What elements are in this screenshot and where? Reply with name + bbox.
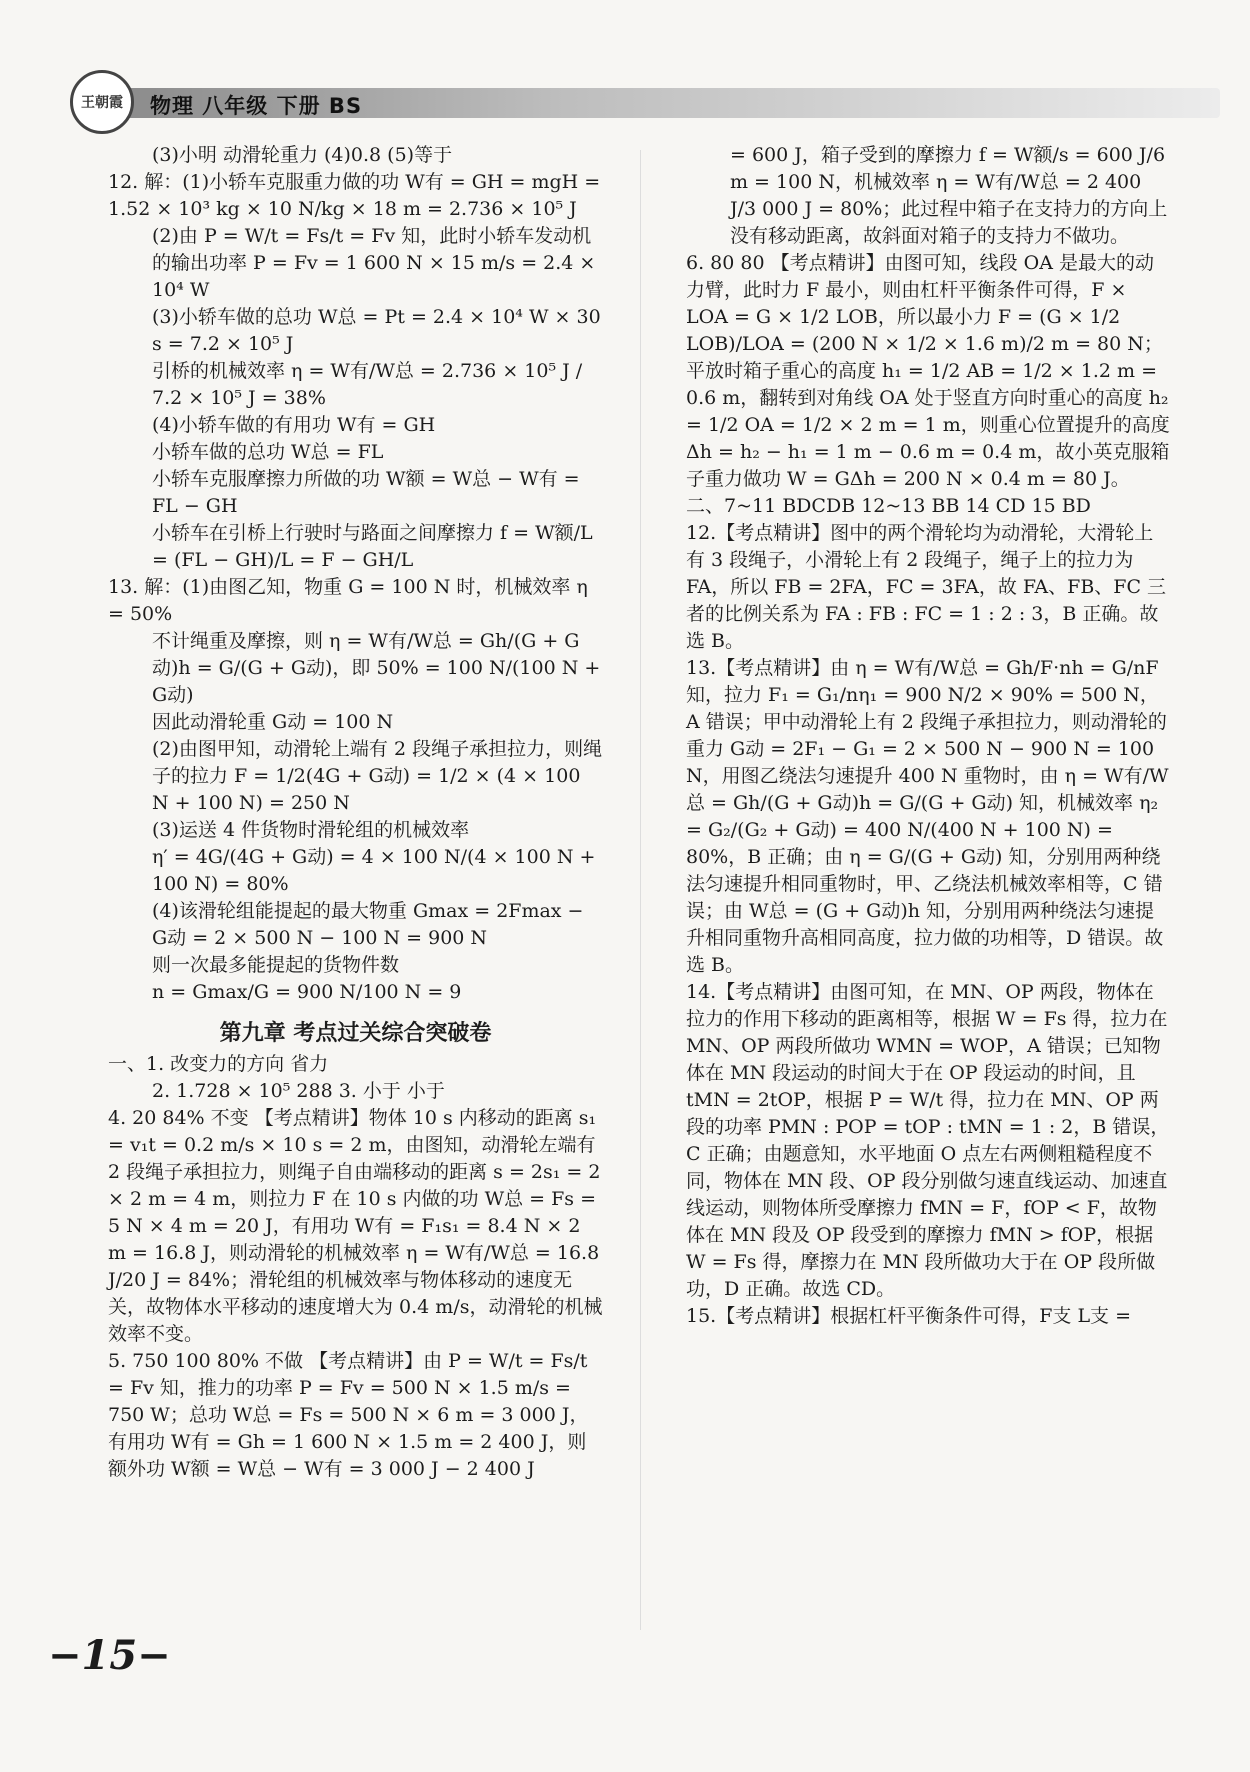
answer-line: 不计绳重及摩擦，则 η = W有/W总 = Gh/(G + G动)h = G/(G + G动)，即 50% = 100 N/(100 N + G动) (152, 630, 601, 706)
answer-line: 小轿车在引桥上行驶时与路面之间摩擦力 f = W额/L = (FL − GH)/L = F − GH/L (152, 522, 593, 571)
answer-line: 12.【考点精讲】图中的两个滑轮均为动滑轮，大滑轮上有 3 段绳子，小滑轮上有 2 段绳子，绳子上的拉力为 FA，所以 FB = 2FA，FC = 3FA，故 FA、FB、FC 三者的比例关系为 FA : FB : FC = 1 : 2 : 3，B 正确。故选 B。 (686, 522, 1167, 652)
answer-line: 二、7~11 BDCDB 12~13 BB 14 CD 15 BD (686, 495, 1091, 517)
answer-line: = 600 J，箱子受到的摩擦力 f = W额/s = 600 J/6 m = 100 N，机械效率 η = W有/W总 = 2 400 J/3 000 J = 80%；此过程中箱子在支持力的方向上没有移动距离，故斜面对箱子的支持力不做功。 (730, 144, 1168, 247)
answer-line: 13.【考点精讲】由 η = W有/W总 = Gh/F·nh = G/nF 知，拉力 F₁ = G₁/nη₁ = 900 N/2 × 90% = 500 N，A 错误；甲中动滑轮上有 2 段绳子承担拉力，则动滑轮的重力 G动 = 2F₁ − G₁ = 2 × 500 N − 900 N = 100 N，用图乙绕法匀速提升 400 N 重物时，由 η = W有/W总 = Gh/(G + G动)h = G/(G + G动) 知，机械效率 η₂ = G₂/(G₂ + G动) = 400 N/(400 N + 100 N) = 80%，B 正确；由 η = G/(G + G动) 知，分别用两种绕法匀速提升相同重物时，甲、乙绕法机械效率相等，C 错误；由 W总 = (G + G动)h 知，分别用两种绕法匀速提升相同重物升高相同高度，拉力做的功相等，D 错误。故选 B。 (686, 657, 1169, 976)
book-title: 物理 八年级 下册 BS (150, 94, 363, 118)
page-header (70, 70, 1220, 132)
answer-line: 一、1. 改变力的方向 省力 (108, 1053, 329, 1075)
answer-line: 则一次最多能提起的货物件数 (152, 954, 400, 976)
answer-line: (2)由图甲知，动滑轮上端有 2 段绳子承担拉力，则绳子的拉力 F = 1/2(4G + G动) = 1/2 × (4 × 100 N + 100 N) = 250 N (152, 738, 603, 814)
brand-logo (70, 70, 134, 134)
answer-line: (3)运送 4 件货物时滑轮组的机械效率 (152, 819, 470, 841)
answer-line: 小轿车做的总功 W总 = FL (152, 441, 384, 463)
column-divider (640, 150, 641, 1630)
answer-line: 小轿车克服摩擦力所做的功 W额 = W总 − W有 = FL − GH (152, 468, 580, 517)
page-number: −15− (48, 1632, 171, 1679)
answer-line: (4)小轿车做的有用功 W有 = GH (152, 414, 436, 436)
answer-line: 因此动滑轮重 G动 = 100 N (152, 711, 394, 733)
answer-line: (3)小明 动滑轮重力 (4)0.8 (5)等于 (152, 144, 453, 166)
right-column (686, 142, 1171, 1330)
answer-line: 2. 1.728 × 10⁵ 288 3. 小于 小于 (152, 1080, 445, 1102)
left-column (108, 142, 603, 1483)
answer-line: 14.【考点精讲】由图可知，在 MN、OP 两段，物体在拉力的作用下移动的距离相等，根据 W = Fs 得，拉力在 MN、OP 两段所做功 WMN = WOP，A 错误；已知物体在 MN 段运动的时间大于在 OP 段运动的时间，且 tMN = 2tOP，根据 P = W/t 得，拉力在 MN、OP 两段的功率 PMN : POP = tOP : tMN = 1 : 2，B 错误，C 正确；由题意知，水平地面 O 点左右两侧粗糙程度不同，物体在 MN 段、OP 段分别做匀速直线运动、加速直线运动，则物体所受摩擦力 fMN = F，fOP < F，故物体在 MN 段及 OP 段受到的摩擦力 fMN > fOP，根据 W = Fs 得，摩擦力在 MN 段所做功大于在 OP 段所做功，D 正确。故选 CD。 (686, 981, 1170, 1300)
answer-line: 15.【考点精讲】根据杠杆平衡条件可得，F支 L支 = (686, 1305, 1132, 1327)
answer-line: 13. 解：(1)由图乙知，物重 G = 100 N 时，机械效率 η = 50% (108, 576, 588, 625)
answer-line: 引桥的机械效率 η = W有/W总 = 2.736 × 10⁵ J / 7.2 × 10⁵ J = 38% (152, 360, 583, 409)
answer-line: 12. 解：(1)小轿车克服重力做的功 W有 = GH = mgH = 1.52 × 10³ kg × 10 N/kg × 18 m = 2.736 × 10⁵ J (108, 171, 601, 220)
answer-line: (3)小轿车做的总功 W总 = Pt = 2.4 × 10⁴ W × 30 s = 7.2 × 10⁵ J (152, 306, 601, 355)
answer-line: η′ = 4G/(4G + G动) = 4 × 100 N/(4 × 100 N + 100 N) = 80% (152, 846, 596, 895)
answer-line: 5. 750 100 80% 不做 【考点精讲】由 P = W/t = Fs/t = Fv 知，推力的功率 P = Fv = 500 N × 1.5 m/s = 750 W；总功 W总 = Fs = 500 N × 6 m = 3 000 J，有用功 W有 = Gh = 1 600 N × 1.5 m = 2 400 J，则额外功 W额 = W总 − W有 = 3 000 J − 2 400 J (108, 1350, 589, 1480)
answer-line: (4)该滑轮组能提起的最大物重 Gmax = 2Fmax − G动 = 2 × 500 N − 100 N = 900 N (152, 900, 584, 949)
answer-line: n = Gmax/G = 900 N/100 N = 9 (152, 981, 462, 1003)
logo-text: 王朝霞 (81, 95, 123, 111)
answer-line: (2)由 P = W/t = Fs/t = Fv 知，此时小轿车发动机的输出功率 P = Fv = 1 600 N × 15 m/s = 2.4 × 10⁴ W (152, 225, 596, 301)
answer-line: 4. 20 84% 不变 【考点精讲】物体 10 s 内移动的距离 s₁ = v₁t = 0.2 m/s × 10 s = 2 m，由图知，动滑轮左端有 2 段绳子承担拉力，则绳子自由端移动的距离 s = 2s₁ = 2 × 2 m = 4 m，则拉力 F 在 10 s 内做的功 W总 = Fs = 5 N × 4 m = 20 J，有用功 W有 = F₁s₁ = 8.4 N × 2 m = 16.8 J，则动滑轮的机械效率 η = W有/W总 = 16.8 J/20 J = 84%；滑轮组的机械效率与物体移动的速度无关，故物体水平移动的速度增大为 0.4 m/s，动滑轮的机械效率不变。 (108, 1107, 603, 1345)
chapter-title: 第九章 考点过关综合突破卷 (219, 1021, 492, 1046)
answer-line: 6. 80 80 【考点精讲】由图可知，线段 OA 是最大的动力臂，此时力 F 最小，则由杠杆平衡条件可得，F × LOA = G × 1/2 LOB，所以最小力 F = (G × 1/2 LOB)/LOA = (200 N × 1/2 × 1.6 m)/2 m = 80 N；平放时箱子重心的高度 h₁ = 1/2 AB = 1/2 × 1.2 m = 0.6 m，翻转到对角线 OA 处于竖直方向时重心的高度 h₂ = 1/2 OA = 1/2 × 2 m = 1 m，则重心位置提升的高度 Δh = h₂ − h₁ = 1 m − 0.6 m = 0.4 m，故小英克服箱子重力做功 W = GΔh = 200 N × 0.4 m = 80 J。 (686, 252, 1170, 490)
